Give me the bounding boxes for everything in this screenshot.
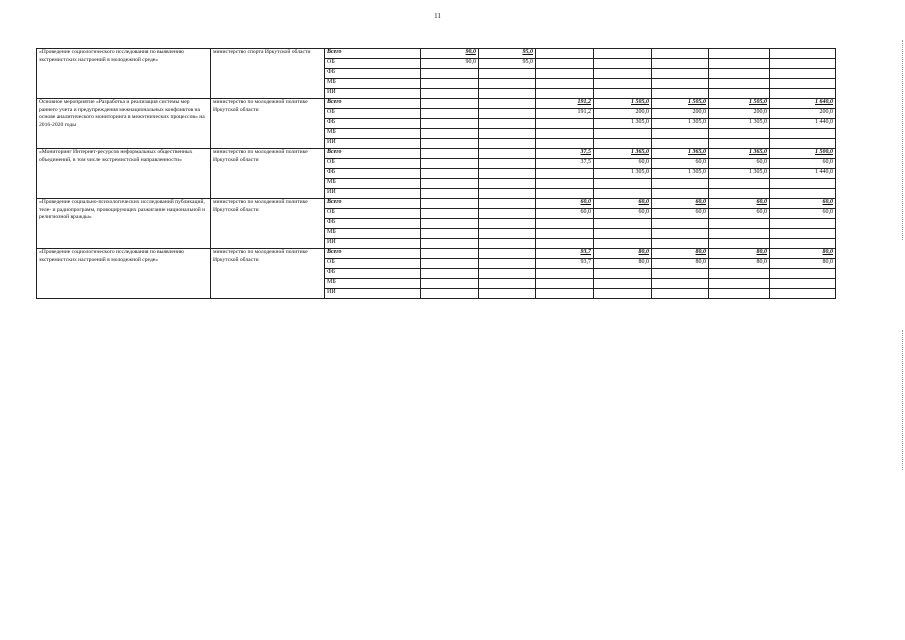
amount-cell: 60,0 (594, 209, 652, 219)
amount-cell: 1 505,0 (709, 99, 770, 109)
amount-cell (421, 79, 479, 89)
funding-table (36, 48, 836, 299)
responsible-executor: министерство по молодежной политике Иркутской области (211, 99, 325, 149)
amount-cell (421, 89, 479, 99)
amount-cell (770, 189, 836, 199)
amount-cell (479, 209, 536, 219)
amount-cell: 1 365,0 (652, 149, 709, 159)
amount-cell (594, 79, 652, 89)
amount-cell: 80,0 (709, 249, 770, 259)
amount-cell: 37,5 (536, 149, 594, 159)
amount-cell (770, 239, 836, 249)
activity-description: «Мониторинг Интернет-ресурсов неформальных общественных объединений, в том числе экстремистской направленности» (37, 149, 211, 199)
funding-source-label: ФБ (325, 169, 421, 179)
responsible-executor: министерство спорта Иркутской области (211, 49, 325, 99)
funding-source-label: ОБ (325, 109, 421, 119)
amount-cell: 1 500,0 (770, 149, 836, 159)
funding-source-label: ИИ (325, 139, 421, 149)
amount-cell: 80,0 (652, 259, 709, 269)
amount-cell (709, 89, 770, 99)
amount-cell (652, 189, 709, 199)
funding-source-label: ОБ (325, 59, 421, 69)
amount-cell (479, 69, 536, 79)
amount-cell (479, 219, 536, 229)
amount-cell (421, 169, 479, 179)
activity-description: «Проведение социологического исследования по выявлению экстремистских настроений в молодежной среде» (37, 249, 211, 299)
funding-source-label: ИИ (325, 189, 421, 199)
table-row (37, 149, 836, 159)
amount-cell (536, 89, 594, 99)
amount-cell: 60,0 (594, 199, 652, 209)
amount-cell (652, 129, 709, 139)
amount-cell (652, 69, 709, 79)
margin-dotted-line (902, 40, 903, 240)
amount-cell (536, 59, 594, 69)
amount-cell (770, 139, 836, 149)
amount-cell (479, 99, 536, 109)
amount-cell (479, 129, 536, 139)
amount-cell: 93,7 (536, 259, 594, 269)
amount-cell (770, 79, 836, 89)
amount-cell (536, 219, 594, 229)
amount-cell (594, 239, 652, 249)
amount-cell (652, 269, 709, 279)
amount-cell: 95,0 (479, 59, 536, 69)
amount-cell (652, 79, 709, 89)
amount-cell (709, 129, 770, 139)
amount-cell (652, 179, 709, 189)
amount-cell (594, 219, 652, 229)
amount-cell (479, 249, 536, 259)
amount-cell (479, 259, 536, 269)
table-row (37, 199, 836, 209)
margin-dotted-line (902, 330, 903, 470)
funding-source-label: Всего (325, 149, 421, 159)
amount-cell (421, 249, 479, 259)
amount-cell: 60,0 (652, 159, 709, 169)
amount-cell (652, 59, 709, 69)
funding-source-label: МБ (325, 279, 421, 289)
amount-cell (652, 89, 709, 99)
amount-cell: 90,0 (421, 49, 479, 59)
amount-cell (709, 49, 770, 59)
amount-cell (770, 49, 836, 59)
amount-cell: 60,0 (709, 159, 770, 169)
amount-cell: 37,5 (536, 159, 594, 169)
amount-cell (536, 119, 594, 129)
amount-cell (421, 129, 479, 139)
amount-cell (479, 119, 536, 129)
amount-cell (594, 269, 652, 279)
amount-cell: 200,0 (652, 109, 709, 119)
amount-cell (652, 239, 709, 249)
amount-cell: 200,0 (770, 109, 836, 119)
amount-cell: 1 440,0 (770, 169, 836, 179)
table-row (37, 49, 836, 59)
funding-source-label: Всего (325, 49, 421, 59)
amount-cell (652, 219, 709, 229)
amount-cell (709, 179, 770, 189)
amount-cell: 60,0 (770, 209, 836, 219)
amount-cell (536, 139, 594, 149)
amount-cell (652, 289, 709, 299)
amount-cell: 80,0 (594, 249, 652, 259)
amount-cell (536, 229, 594, 239)
activity-description: Основное мероприятие «Разработка и реализация системы мер раннего учета и предупреждения межнациональных конфликтов на основе аналитического мониторинга в межэтнических процессов» на 2016-2020 годы (37, 99, 211, 149)
activity-description: «Проведение социологического исследования по выявлению экстремистских настроений в молодежной среде» (37, 49, 211, 99)
amount-cell (421, 69, 479, 79)
amount-cell (770, 229, 836, 239)
amount-cell: 60,0 (709, 209, 770, 219)
amount-cell (709, 229, 770, 239)
amount-cell (479, 79, 536, 89)
amount-cell: 93,7 (536, 249, 594, 259)
amount-cell: 80,0 (709, 259, 770, 269)
amount-cell (479, 199, 536, 209)
amount-cell (421, 149, 479, 159)
amount-cell: 60,0 (652, 199, 709, 209)
amount-cell (594, 189, 652, 199)
amount-cell (770, 129, 836, 139)
amount-cell (594, 279, 652, 289)
amount-cell (536, 79, 594, 89)
amount-cell (421, 189, 479, 199)
amount-cell (652, 229, 709, 239)
amount-cell (479, 139, 536, 149)
amount-cell (594, 289, 652, 299)
amount-cell (421, 109, 479, 119)
amount-cell (594, 229, 652, 239)
amount-cell: 80,0 (652, 249, 709, 259)
funding-source-label: МБ (325, 129, 421, 139)
amount-cell (652, 279, 709, 289)
table-row (37, 249, 836, 259)
amount-cell (421, 99, 479, 109)
funding-source-label: ОБ (325, 159, 421, 169)
funding-source-label: ФБ (325, 269, 421, 279)
amount-cell (421, 229, 479, 239)
amount-cell (536, 269, 594, 279)
responsible-executor: министерство по молодежной политике Иркутской области (211, 149, 325, 199)
amount-cell (594, 139, 652, 149)
amount-cell (709, 79, 770, 89)
amount-cell (536, 289, 594, 299)
amount-cell (709, 279, 770, 289)
amount-cell (709, 69, 770, 79)
amount-cell (421, 199, 479, 209)
amount-cell: 200,0 (594, 109, 652, 119)
funding-source-label: ФБ (325, 219, 421, 229)
amount-cell: 1 305,0 (709, 169, 770, 179)
amount-cell: 60,0 (594, 159, 652, 169)
amount-cell: 1 505,0 (594, 99, 652, 109)
amount-cell (770, 289, 836, 299)
amount-cell (421, 119, 479, 129)
amount-cell (709, 239, 770, 249)
amount-cell (421, 259, 479, 269)
amount-cell (770, 279, 836, 289)
amount-cell (709, 189, 770, 199)
responsible-executor: министерство по молодежной политике Иркутской области (211, 199, 325, 249)
funding-source-label: Всего (325, 199, 421, 209)
funding-source-label: ФБ (325, 69, 421, 79)
amount-cell: 95,0 (479, 49, 536, 59)
funding-source-label: МБ (325, 229, 421, 239)
amount-cell (479, 159, 536, 169)
amount-cell (479, 89, 536, 99)
funding-source-label: МБ (325, 179, 421, 189)
amount-cell: 1 305,0 (652, 119, 709, 129)
funding-source-label: Всего (325, 99, 421, 109)
amount-cell: 200,0 (709, 109, 770, 119)
amount-cell (594, 89, 652, 99)
amount-cell: 191,2 (536, 109, 594, 119)
amount-cell (479, 109, 536, 119)
amount-cell (594, 49, 652, 59)
amount-cell (536, 69, 594, 79)
amount-cell (536, 49, 594, 59)
amount-cell (770, 219, 836, 229)
amount-cell (594, 69, 652, 79)
table-row (37, 99, 836, 109)
amount-cell (770, 269, 836, 279)
amount-cell (709, 269, 770, 279)
amount-cell: 90,0 (421, 59, 479, 69)
amount-cell: 60,0 (536, 209, 594, 219)
amount-cell (479, 169, 536, 179)
funding-source-label: Всего (325, 249, 421, 259)
funding-source-label: ИИ (325, 289, 421, 299)
amount-cell (536, 189, 594, 199)
amount-cell (479, 279, 536, 289)
amount-cell (536, 179, 594, 189)
amount-cell (479, 229, 536, 239)
amount-cell (421, 209, 479, 219)
funding-source-label: ИИ (325, 89, 421, 99)
amount-cell (709, 289, 770, 299)
amount-cell (421, 219, 479, 229)
amount-cell: 1 365,0 (594, 149, 652, 159)
amount-cell: 1 305,0 (652, 169, 709, 179)
amount-cell: 60,0 (770, 159, 836, 169)
page-number: 11 (434, 12, 441, 20)
amount-cell (770, 179, 836, 189)
amount-cell (594, 179, 652, 189)
amount-cell: 1 440,0 (770, 119, 836, 129)
amount-cell (479, 269, 536, 279)
responsible-executor: министерство по молодежной политике Иркутской области (211, 249, 325, 299)
funding-source-label: ФБ (325, 119, 421, 129)
amount-cell (652, 49, 709, 59)
amount-cell (594, 129, 652, 139)
amount-cell: 1 305,0 (594, 169, 652, 179)
amount-cell (421, 269, 479, 279)
amount-cell (709, 59, 770, 69)
amount-cell (421, 179, 479, 189)
table-body (37, 49, 836, 299)
amount-cell (421, 159, 479, 169)
amount-cell: 60,0 (709, 199, 770, 209)
activity-description: «Проведение социально-психологических исследований публикаций, теле- и радиопрограмм, провоцирующих разжигание национальной и религиозной вражды» (37, 199, 211, 249)
amount-cell (421, 279, 479, 289)
amount-cell (421, 239, 479, 249)
amount-cell (536, 129, 594, 139)
amount-cell: 60,0 (770, 199, 836, 209)
funding-source-label: ОБ (325, 209, 421, 219)
amount-cell (479, 189, 536, 199)
amount-cell (479, 179, 536, 189)
amount-cell: 60,0 (536, 199, 594, 209)
amount-cell (652, 139, 709, 149)
funding-source-label: ОБ (325, 259, 421, 269)
amount-cell (709, 219, 770, 229)
amount-cell: 80,0 (594, 259, 652, 269)
amount-cell (536, 279, 594, 289)
amount-cell: 80,0 (770, 259, 836, 269)
amount-cell (421, 139, 479, 149)
amount-cell (594, 59, 652, 69)
amount-cell (536, 239, 594, 249)
amount-cell: 60,0 (652, 209, 709, 219)
amount-cell (479, 239, 536, 249)
amount-cell (770, 69, 836, 79)
amount-cell: 80,0 (770, 249, 836, 259)
funding-source-label: МБ (325, 79, 421, 89)
amount-cell: 1 640,0 (770, 99, 836, 109)
amount-cell: 191,2 (536, 99, 594, 109)
funding-source-label: ИИ (325, 239, 421, 249)
amount-cell (536, 169, 594, 179)
amount-cell: 1 305,0 (709, 119, 770, 129)
amount-cell: 1 505,0 (652, 99, 709, 109)
amount-cell (709, 139, 770, 149)
amount-cell: 1 305,0 (594, 119, 652, 129)
amount-cell (479, 149, 536, 159)
amount-cell (421, 289, 479, 299)
amount-cell (770, 89, 836, 99)
amount-cell (479, 289, 536, 299)
amount-cell: 1 365,0 (709, 149, 770, 159)
amount-cell (770, 59, 836, 69)
